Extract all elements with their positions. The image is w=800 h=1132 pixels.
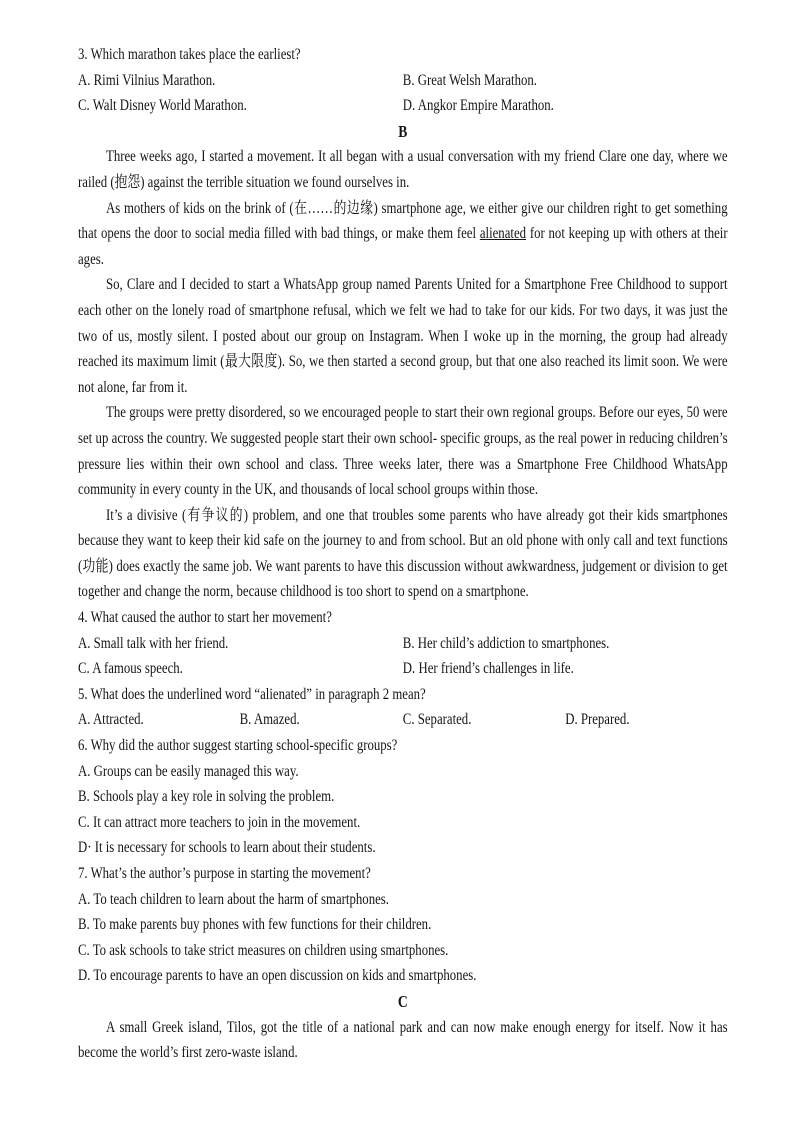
question-7-option-d: D. To encourage parents to have an open discussion on kids and smartphones.	[78, 967, 477, 985]
paragraph-2-text-before: As mothers of kids on the brink of (在……的边缘) smartphone age, we either give our children right to get something that opens the door to social media filled with bad things, or make them feel	[78, 199, 728, 243]
question-5-option-a: A. Attracted.	[78, 711, 144, 729]
question-4-option-d: D. Her friend’s challenges in life.	[402, 660, 574, 678]
question-4-options-row-1	[78, 631, 728, 657]
question-3-option-d: D. Angkor Empire Marathon.	[402, 97, 554, 115]
section-c-header: C	[397, 991, 408, 1011]
question-5-option-d: D. Prepared.	[565, 711, 630, 729]
exam-content	[78, 42, 728, 1066]
question-3-options-row-1	[78, 68, 728, 94]
question-5-option-b: B. Amazed.	[239, 711, 300, 729]
question-3-option-a: A. Rimi Vilnius Marathon.	[78, 71, 216, 89]
question-4-options-row-2	[78, 656, 728, 682]
question-7-option-c: C. To ask schools to take strict measures on children using smartphones.	[78, 941, 449, 959]
question-6-option-d: D· It is necessary for schools to learn about their students.	[78, 839, 376, 857]
question-5-option-c: C. Separated.	[402, 711, 472, 729]
question-4-option-c: C. A famous speech.	[78, 660, 183, 678]
question-6-option-c: C. It can attract more teachers to join in the movement.	[78, 813, 361, 831]
passage-b-paragraph-1: Three weeks ago, I started a movement. It all began with a usual conversation with my friend Clare one day, where we railed (抱怨) against the terrible situation we found ourselves in.	[78, 148, 728, 191]
question-7-option-b: B. To make parents buy phones with few functions for their children.	[78, 916, 432, 934]
paragraph-2-text-after: for not keeping up with others at their ages.	[78, 225, 728, 268]
question-6-option-b: B. Schools play a key role in solving the problem.	[78, 788, 335, 806]
question-3-prompt: 3. Which marathon takes place the earliest?	[78, 46, 301, 63]
question-4-prompt: 4. What caused the author to start her movement?	[78, 609, 332, 627]
question-5-prompt: 5. What does the underlined word “alienated” in paragraph 2 mean?	[78, 685, 426, 703]
question-3-option-b: B. Great Welsh Marathon.	[402, 71, 537, 89]
question-3-options-row-2	[78, 93, 728, 119]
question-6-prompt: 6. Why did the author suggest starting school-specific groups?	[78, 737, 398, 755]
question-4-option-a: A. Small talk with her friend.	[78, 634, 229, 652]
passage-b-paragraph-4: The groups were pretty disordered, so we encouraged people to start their own regional groups. Before our eyes, 50 were set up across the country. We suggested people start their own school- specific groups, as the real power in reducing children’s pressure lies within their own school and class. Three weeks later, there was a Smartphone Free Childhood WhatsApp community in every county in the UK, and thousands of local school groups within those.	[78, 404, 728, 499]
underlined-word-alienated: alienated	[479, 225, 527, 243]
passage-c-paragraph-1: A small Greek island, Tilos, got the title of a national park and can now make enough energy for itself. Now it has become the world’s first zero-waste island.	[78, 1018, 728, 1062]
question-4-option-b: B. Her child’s addiction to smartphones.	[402, 634, 610, 652]
question-3-option-c: C. Walt Disney World Marathon.	[78, 97, 247, 115]
question-5-options-row	[78, 707, 728, 733]
question-7-prompt: 7. What’s the author’s purpose in starting the movement?	[78, 865, 371, 882]
passage-b-paragraph-2	[78, 196, 728, 273]
passage-b-paragraph-3: So, Clare and I decided to start a WhatsApp group named Parents United for a Smartphone Free Childhood to support each other on the lonely road of smartphone refusal, which we felt we had to take for our kids. For two days, it was just the two of us, mostly silent. I posted about our group on Instagram. When I woke up in the morning, the group had already reached its maximum limit (最大限度). So, we then started a second group, but that one also reached its limit soon. We were not alone, far from it.	[78, 276, 728, 396]
passage-b-paragraph-5: It’s a divisive (有争议的) problem, and one that troubles some parents who have already got their kids smartphones because they want to keep their kid safe on the journey to and from school. But an old phone with only call and text functions (功能) does exactly the same job. We want parents to have this discussion without awkwardness, judgement or division to get together and change the norm, because childhood is too short to spend on a smartphone.	[78, 506, 728, 601]
question-7-option-a: A. To teach children to learn about the harm of smartphones.	[78, 890, 389, 908]
section-b-header: B	[398, 121, 408, 141]
question-6-option-a: A. Groups can be easily managed this way.	[78, 762, 299, 780]
